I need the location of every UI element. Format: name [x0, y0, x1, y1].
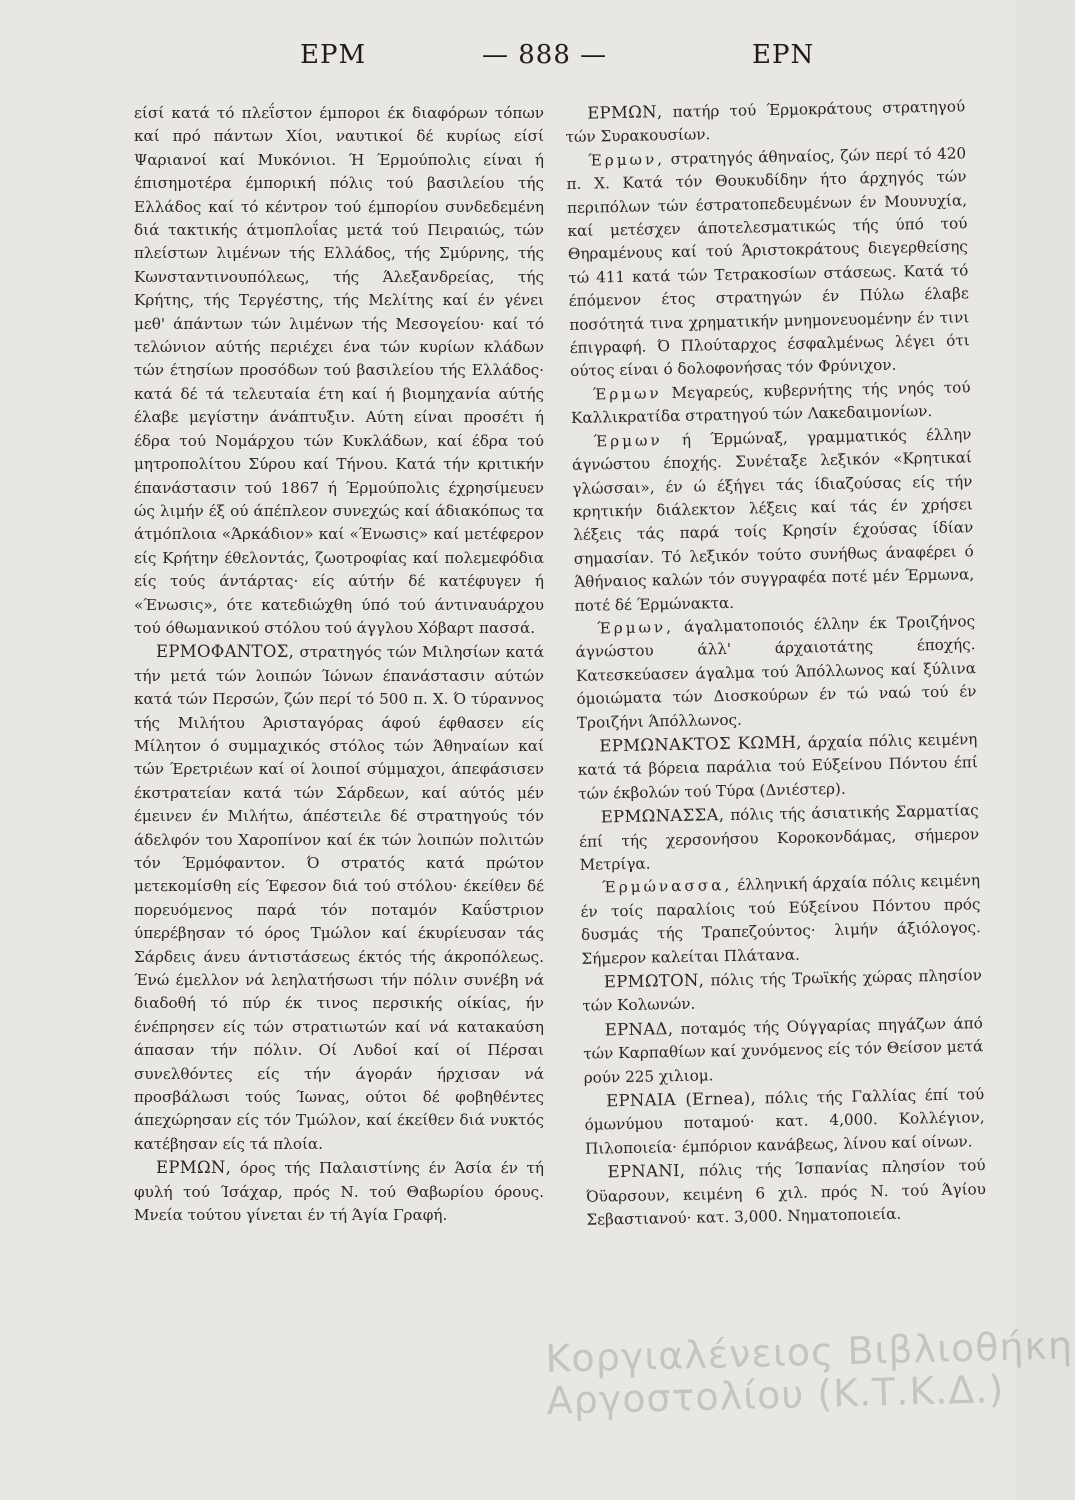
page-number: — 888 —: [482, 40, 608, 70]
entry-text: πόλις τής άσιατικής Σαρματίας έπί τής χερσονήσου Κοροκονδάμας, σήμερον Μετρίγα.: [579, 801, 980, 874]
entry-text: άρχαία πόλις κειμένη κατά τά βόρεια παράλια τού Εύξείνου Πόντου έπί τών έκβολών τού Τύρα (Δνιέστερ).: [577, 730, 978, 803]
entry-headword: ΕΡΝΑΝΙ,: [607, 1161, 686, 1182]
library-watermark: [544, 1323, 1074, 1423]
entry-spaced-headword: Έρμων: [593, 430, 663, 451]
entry-headword: ΕΡΜΩΝ,: [587, 102, 663, 123]
entry-text: είσί κατά τό πλεΐστον έμποροι έκ διαφόρων τόπων καί πρό πάντων Χίοι, ναυτικοί δέ κυρίως είσί Ψαριανοί καί Μυκόνιοι. Ή Έρμούπολις είναι ή έπισημοτέρα έμπορική πόλις τού βασιλείου τής Ελλάδος καί τό κέντρον τού έμπορίου συνδεδεμένη διά τακτικής άτμοπλοΐας μετά τού Πειραιώς, τών πλείστων λιμένων τής Ελλάδος, τής Σμύρνης, τής Κωνσταντινουπόλεως, τής Άλεξανδρείας, τής Κρήτης, τής Τεργέστης, τής Μελίτης καί έν γένει μεθ' άπάντων τών λιμένων τής Μεσογείου· καί τό τελώνιον αύτής περιέχει ένα τών κυρίων κλάδων τών έτησίων προσόδων τού βασιλείου τής Ελλάδος· κατά δέ τά τελευταία έτη καί ή βιομηχανία αύτής έλαβε μεγίστην άνάπτυξιν. Αύτη είναι προσέτι ή έδρα τού Νομάρχου τών Κυκλάδων, καί έδρα τού μητροπολίτου Σύρου καί Τήνου. Κατά τήν κριτικήν έπανάστασιν τού 1867 ή Έρμούπολις έχρησίμευεν ώς λιμήν έξ ού άπέπλεον συνεχώς καί άδιακόπως τα άτμόπλοια «Άρκάδιον» καί «Ένωσις» καί μετέφερον είς Κρήτην έθελοντάς, ζωοτροφίας καί πολεμεφόδια είς τούς άντάρτας· είς αύτήν δέ κατέφυγεν ή «Ένωσις», ότε κατεδιώχθη ύπό τού άντιναυάρχου τού όθωμανικού στόλου τού άγγλου Χόβαρτ πασσά.: [134, 104, 544, 637]
dictionary-entry: [570, 376, 971, 430]
entry-headword: ΕΡΜΩΤΟΝ,: [603, 970, 705, 992]
dictionary-entry: [584, 1082, 985, 1161]
entry-spaced-headword: Έρμων,: [596, 617, 675, 638]
entry-text: πόλις τής Τρωϊκής χώρας πλησίον τών Κολωνών.: [582, 966, 983, 1016]
dictionary-entry: [585, 1153, 986, 1232]
entry-spaced-headword: Έρμων,: [587, 149, 666, 170]
header-left-guideword: ΕΡΜ: [300, 40, 367, 70]
dictionary-entry: [134, 102, 544, 640]
dictionary-entry: [571, 423, 975, 618]
entry-text: έλληνική άρχαία πόλις κειμένη έν τοίς παραλίοις τού Εύξείνου Πόντου πρός δυσμάς τής Τραπεζούντος· λιμήν άξιόλογος. Σήμερον καλείται Πλάτανα.: [580, 871, 982, 968]
right-column: [565, 94, 987, 1232]
watermark-line-2: Αργοστολίου (Κ.Τ.Κ.Δ.): [546, 1367, 1005, 1423]
dictionary-entry: [583, 1011, 984, 1090]
entry-text: στρατηγός άθηναίος, ζών περί τό 420 π. Χ. Κατά τόν Θουκυδίδην ήτο άρχηγός τών περιπόλων τών έστρατοπεδευμένων έν Μουνυχία, καί μετέσχεν άποτελεσματικώς τής ύπό τού Θηραμένους καί τού Άριστοκράτους διεγερθείσης τώ 411 κατά τών Τετρακοσίων στάσεως. Κατά τό έπόμενον έτος στρατηγών έν Πύλω έλαβε ποσότητά τινα χρηματικήν μνημονευομένην έν τινι έπιγραφή. Ό Πλούταρχος έσφαλμένως λέγει ότι ούτος είναι ό δολοφονήσας τόν Φρύνιχον.: [566, 144, 970, 381]
dictionary-entry: [579, 798, 980, 877]
dictionary-entry: [566, 142, 970, 384]
entry-headword: ΕΡΜΩΝ,: [156, 1158, 232, 1178]
dictionary-entry: [582, 963, 983, 1018]
entry-headword: ΕΡΝΑΙΑ (Ernea),: [606, 1088, 757, 1111]
entry-text: Μεγαρεύς, κυβερνήτης τής νηός τού Καλλικρατίδα στρατηγού τών Λακεδαιμονίων.: [570, 378, 971, 428]
entry-text: πατήρ τού Έρμοκράτους στρατηγού τών Συρακουσίων.: [565, 97, 966, 147]
dictionary-entry: [580, 870, 982, 971]
dictionary-entry: [134, 1156, 544, 1227]
dictionary-entry: [577, 727, 978, 806]
left-column: [134, 102, 544, 1228]
entry-text: πόλις τής Γαλλίας έπί τού όμωνύμου ποταμού· κατ. 4,000. Κολλέγιον, Πιλοποιεία· έμπόριον κανάβεως, λίνου καί οίνων.: [584, 1085, 985, 1158]
entry-spaced-headword: Έρμων: [592, 384, 662, 404]
entry-text: στρατηγός τών Μιλησίων κατά τήν μετά τών λοιπών Ίώνων έπανάστασιν αύτών κατά τών Περσών, ζών περί τό 500 π. Χ. Ό τύραννος τής Μιλήτου Άρισταγόρας άφού έφθασεν είς Μίλητον ό συμμαχικός στόλος τών Άθηναίων καί τών Έρετριέων καί οί λοιποί σύμμαχοι, άπεφάσισεν έκστρατείαν κατά τών Σάρδεων, καί αύτός μέν έμεινεν έν Μιλήτω, άπέστειλε δέ στρατηγούς τόν άδελφόν του Χαροπίνον καί έκ τών λοιπών πολιτών τόν Έρμόφαντον. Ό στρατός κατά πρώτον μετεκομίσθη είς Έφεσον διά τού στόλου· έκείθεν δέ πορευόμενος παρά τόν ποταμόν Καΰστριον ύπερέβησαν τό όρος Τμώλον καί έκυρίευσαν τάς Σάρδεις άνευ άντιστάσεως έκτός τής άκροπόλεως. Ένώ έμελλον νά λεηλατήσωσι τήν πόλιν συνέβη νά διαδοθή τό πύρ έκ τινος περσικής οίκίας, ήν ένέπρησεν είς τών στρατιωτών καί νά κατακαύση άπασαν τήν πόλιν. Οί Λυδοί καί οί Πέρσαι συνελθόντες είς τήν άγοράν ήρχισαν νά προσβάλωσι τούς Ίωνας, ούτοι δέ φοβηθέντες άπεχώρησαν είς τόν Τμώλον, καί έκείθεν διά νυκτός κατέβησαν είς τά πλοία.: [134, 643, 544, 1153]
dictionary-entry: [575, 610, 977, 735]
entry-headword: ΕΡΜΟΦΑΝΤΟΣ,: [156, 642, 295, 662]
dictionary-entry: [134, 640, 544, 1156]
entry-text: όρος τής Παλαιστίνης έν Άσία έν τή φυλή τού Ίσάχαρ, πρός Ν. τού Θαβωρίου όρους. Μνεία τούτου γίνεται έν τή Άγία Γραφή.: [134, 1159, 544, 1225]
dictionary-entry: [565, 94, 966, 149]
entry-headword: ΕΡΜΩΝΑΣΣΑ,: [600, 805, 725, 827]
entry-headword: ΕΡΜΩΝΑΚΤΟΣ ΚΩΜΗ,: [599, 732, 802, 756]
running-header: [0, 40, 1016, 100]
entry-spaced-headword: Έρμώνασσα,: [601, 876, 733, 897]
entry-text: ή Έρμώναξ, γραμματικός έλλην άγνώστου έποχής. Συνέταξε λεξικόν «Κρητικαί γλώσσαι», έν ώ έξήγει τάς ίδιαζούσας είς τήν κρητικήν διάλεκτον λέξεις καί τάς έν χρήσει λέξεις τάς παρά τοίς Κρησίν έχούσας ίδίαν σημασίαν. Τό λεξικόν τούτο συνήθως άναφέρει ό Άθήναιος καλών τόν συγγραφέα ποτέ μέν Έρμωνα, ποτέ δέ Έρμώνακτα.: [571, 424, 975, 615]
header-right-guideword: ΕΡΝ: [752, 40, 815, 70]
entry-text: άγαλματοποιός έλλην έκ Τροιζήνος άγνώστου άλλ' άρχαιοτάτης έποχής. Κατεσκεύασεν άγαλμα τού Άπόλλωνος καί ξύλινα όμοιώματα τών Διοσκούρων έν τώ ναώ τού έν Τροιζήνι Άπόλλωνος.: [575, 612, 977, 732]
entry-headword: ΕΡΝΑΔ,: [604, 1018, 674, 1040]
entry-text: ποταμός τής Ούγγαρίας πηγάζων άπό τών Καρπαθίων καί χυνόμενος είς τόν Θείσον μετά ρούν 225 χιλιομ.: [583, 1013, 984, 1087]
watermark-line-1: Κοργιαλένειος Βιβλιοθήκη: [544, 1323, 1074, 1381]
entry-text: πόλις τής Ίσπανίας πλησίον τού Όϋαρσουν, κειμένη 6 χιλ. πρός Ν. τού Άγίου Σεβαστιανού· κατ. 3,000. Νηματοποιεία.: [585, 1156, 987, 1229]
